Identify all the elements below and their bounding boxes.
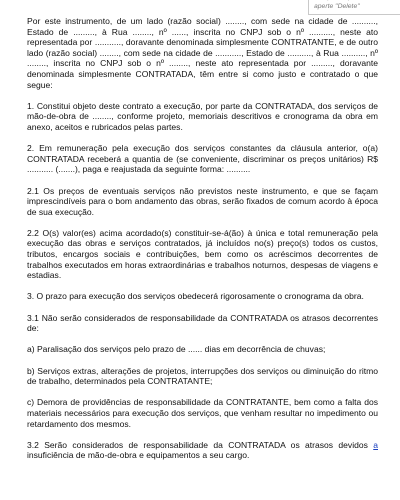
clause-3: 3. O prazo para execução dos serviços obedecerá rigorosamente o cronograma da obra. [27,291,364,302]
clause-3-2-end: insuficiência de mão-de-obra e equipamentos a seu cargo. [27,450,250,461]
clause-3-2-link[interactable]: a [373,439,378,450]
clause-3-1: 3.1 Não serão considerados de responsabilidade da CONTRATADA os atrasos decorrentes de: [27,312,378,334]
clause-2-1: 2.1 Os preços de eventuais serviços não previstos neste instrumento, e que se façam imprescindíveis para o bom andamento das obras, serão fixados de comum acordo à época de sua execução. [27,185,378,217]
clause-3-1-item-c: c) Demora de providências de responsabilidade da CONTRATANTE, bem como a falta dos materiais necessários para execução dos serviços, que venham resultar no impedimento ou retardamento dos mesmos. [27,397,378,429]
comment-note-text: aperte "Delete" [314,3,360,10]
comment-note [308,0,400,15]
clause-3-2-start: 3.2 Serão considerados de responsabilidade da CONTRATADA os atrasos devidos [27,439,374,450]
contract-body [27,16,378,461]
clause-2-2: 2.2 O(s) valor(es) acima acordado(s) constituir-se-á(ão) à única e total remuneração pela execução das obras e serviços contratados, já incluídos no(s) preço(s) todos os custos, tributos, encargos sociais e contribuições, bem como os acréscimos decorrentes de trabalhos executados em horas extraordinárias e trabalhos noturnos, despesas de viagens e estadias. [27,227,378,281]
clause-1: 1. Constitui objeto deste contrato a execução, por parte da CONTRATADA, dos serviços de mão-de-obra de ........, conforme projeto, memoriais descritivos e cronograma da obra em anexo, aceitos e rubricados pelas partes. [27,100,378,132]
clause-2: 2. Em remuneração pela execução dos serviços constantes da cláusula anterior, o(a) CONTRATADA receberá a quantia de (se conveniente, discriminar os preços unitários) R$ ........... (.......), paga e reajustada da seguinte forma: .......... [27,143,378,175]
clause-3-2 [27,440,378,461]
clause-3-1-item-a: a) Paralisação dos serviços pelo prazo de ...... dias em decorrência de chuvas; [27,344,326,355]
intro-paragraph: Por este instrumento, de um lado (razão social) ........, com sede na cidade de .........., Estado de ........., à Rua ........, nº ......, inscrita no CNPJ sob o nº .........., neste ato representada por ..........., doravante denominada simplesmente CONTRATANTE, e de outro lado (razão social) ........, com sede na cidade de ..........., Estado de .........., à Rua .........., nº ........, inscrita no CNPJ sob o nº ........, neste ato representada por ........., doravante denominada simplesmente CONTRATADA, têm entre si como justo e contratado o que segue: [27,16,378,90]
clause-3-1-item-b: b) Serviços extras, alterações de projetos, interrupções dos serviços ou diminuição do ritmo de trabalho, determinados pela CONTRATANTE; [27,365,378,387]
